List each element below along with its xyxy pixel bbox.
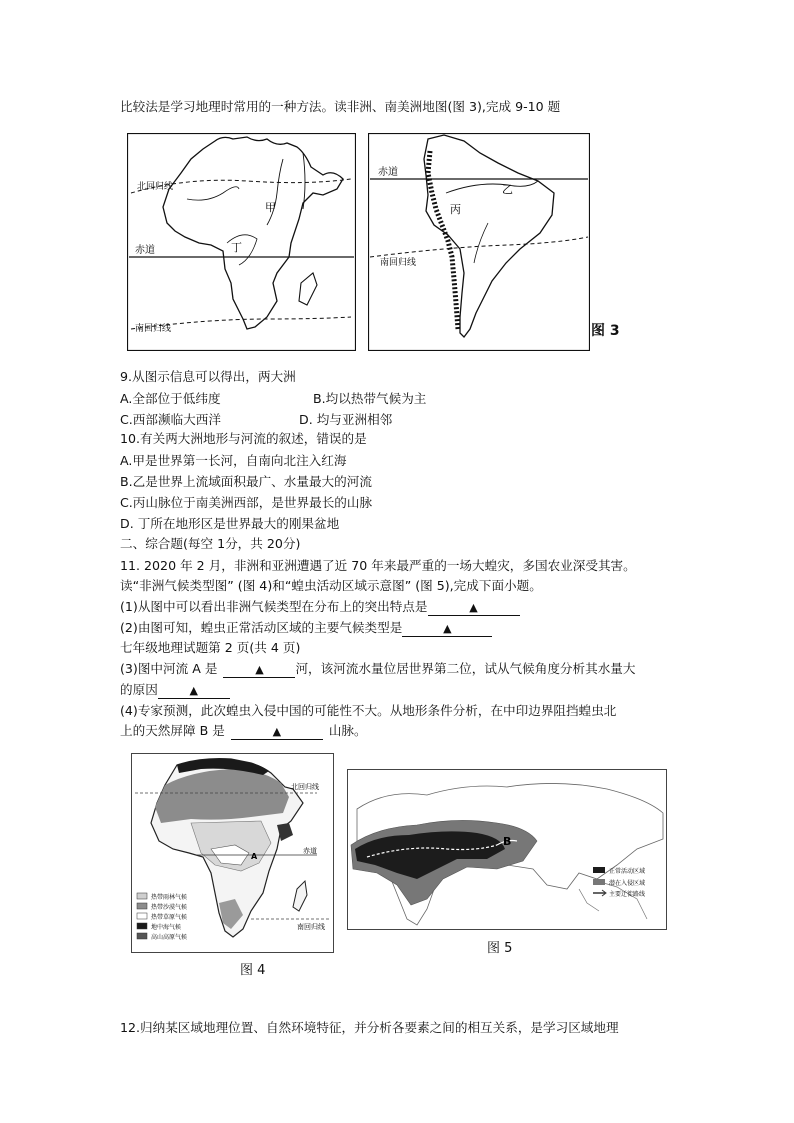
fig5-label-b: B — [503, 835, 512, 848]
q11-part3 — [120, 660, 635, 678]
answer-blank[interactable]: ▲ — [231, 724, 323, 740]
label-yi: 乙 — [502, 183, 513, 196]
q9-option-d: D. 均与亚洲相邻 — [299, 412, 393, 427]
q11-part3-text-c: 的原因 — [120, 682, 158, 697]
fig4-legend-2: 热带草原气候 — [151, 914, 188, 921]
equator-label: 赤道 — [135, 245, 155, 256]
answer-blank[interactable]: ▲ — [223, 662, 295, 678]
q11-part3-text-b: 河，该河流水量位居世界第二位，试从气候角度分析其水量大 — [295, 661, 636, 676]
fig4-legend-4: 高山高原气候 — [151, 934, 188, 941]
q11-part2 — [120, 619, 492, 637]
q12-stem: 12.归纳某区域地理位置、自然环境特征，并分析各要素之间的相互关系，是学习区域地理 — [120, 1020, 619, 1035]
tropic-s-label: 南回归线 — [135, 324, 172, 334]
page-footer: 七年级地理试题第 2 页(共 4 页) — [120, 640, 301, 655]
q11-part1 — [120, 598, 520, 616]
q10-option-a: A.甲是世界第一长河，自南向北注入红海 — [120, 453, 347, 468]
tropic-n-label: 北回归线 — [137, 182, 174, 192]
fig4-tropic-s: 南回归线 — [297, 923, 325, 931]
tropic-s-label-sa: 南回归线 — [380, 258, 417, 268]
answer-blank[interactable]: ▲ — [428, 600, 520, 616]
label-ding: 丁 — [231, 241, 242, 254]
q10-stem: 10.有关两大洲地形与河流的叙述，错误的是 — [120, 431, 367, 446]
q9-option-a: A.全部位于低纬度 — [120, 391, 221, 406]
q11-part1-text: (1)从图中可以看出非洲气候类型在分布上的突出特点是 — [120, 599, 428, 614]
answer-blank[interactable]: ▲ — [402, 621, 492, 637]
figure-3-africa-map — [127, 133, 356, 351]
q11-part4: (4)专家预测，此次蝗虫入侵中国的可能性不大。从地形条件分析，在中印边界阻挡蝗虫北 — [120, 703, 617, 718]
q10-option-b: B.乙是世界上流域面积最广、水量最大的河流 — [120, 474, 372, 489]
fig5-legend — [593, 867, 645, 898]
q11-line1: 11. 2020 年 2 月，非洲和亚洲遭遇了近 70 年来最严重的一场大蝗灾，多国农业深受其害。 — [120, 558, 636, 573]
q10-option-c: C.丙山脉位于南美洲西部，是世界最长的山脉 — [120, 495, 373, 510]
label-bing: 丙 — [450, 203, 461, 216]
figure-4-climate-map — [131, 753, 334, 953]
fig5-legend-2: 主要迁徙路线 — [609, 891, 646, 898]
figure-5-locust-map — [347, 769, 667, 930]
fig4-legend-3: 地中海气候 — [151, 924, 182, 931]
fig4-equator: 赤道 — [303, 847, 317, 855]
figure-3-caption: 图 3 — [591, 323, 620, 339]
fig4-label-a: A — [251, 852, 258, 861]
fig4-tropic-n: 北回归线 — [291, 783, 319, 791]
fig5-legend-1: 潜在入侵区域 — [609, 880, 646, 887]
figure-3-south-america-map — [368, 133, 590, 351]
q10-option-d: D. 丁所在地形区是世界最大的刚果盆地 — [120, 516, 340, 531]
intro-text: 比较法是学习地理时常用的一种方法。读非洲、南美洲地图(图 3),完成 9-10 题 — [120, 99, 561, 114]
figure-5-caption: 图 5 — [487, 941, 513, 956]
q11-part3-text-a: (3)图中河流 A 是 — [120, 661, 218, 676]
q11-part4-text-c: 山脉。 — [328, 723, 367, 738]
q9-option-c: C.西部濒临大西洋 — [120, 412, 221, 427]
q11-part4-text-b: 上的天然屏障 B 是 — [120, 723, 225, 738]
q9-option-b: B.均以热带气候为主 — [313, 391, 427, 406]
q11-part2-text: (2)由图可知，蝗虫正常活动区域的主要气候类型是 — [120, 620, 403, 635]
label-jia: 甲 — [265, 201, 276, 214]
answer-blank[interactable]: ▲ — [158, 683, 230, 699]
fig4-legend-0: 热带雨林气候 — [151, 894, 188, 901]
fig4-legend-1: 热带沙漠气候 — [151, 904, 188, 911]
fig5-legend-0: 正常活动区域 — [609, 868, 646, 875]
section-2-heading: 二、综合题(每空 1分，共 20分) — [120, 536, 301, 551]
q11-part3-cont — [120, 681, 230, 699]
equator-label-sa: 赤道 — [378, 167, 398, 178]
q9-stem: 9.从图示信息可以得出，两大洲 — [120, 369, 296, 384]
q11-part4-cont — [120, 722, 367, 740]
figure-4-caption: 图 4 — [240, 963, 266, 978]
q11-line2: 读“非洲气候类型图” (图 4)和“蝗虫活动区域示意图” (图 5),完成下面小题。 — [120, 578, 542, 593]
